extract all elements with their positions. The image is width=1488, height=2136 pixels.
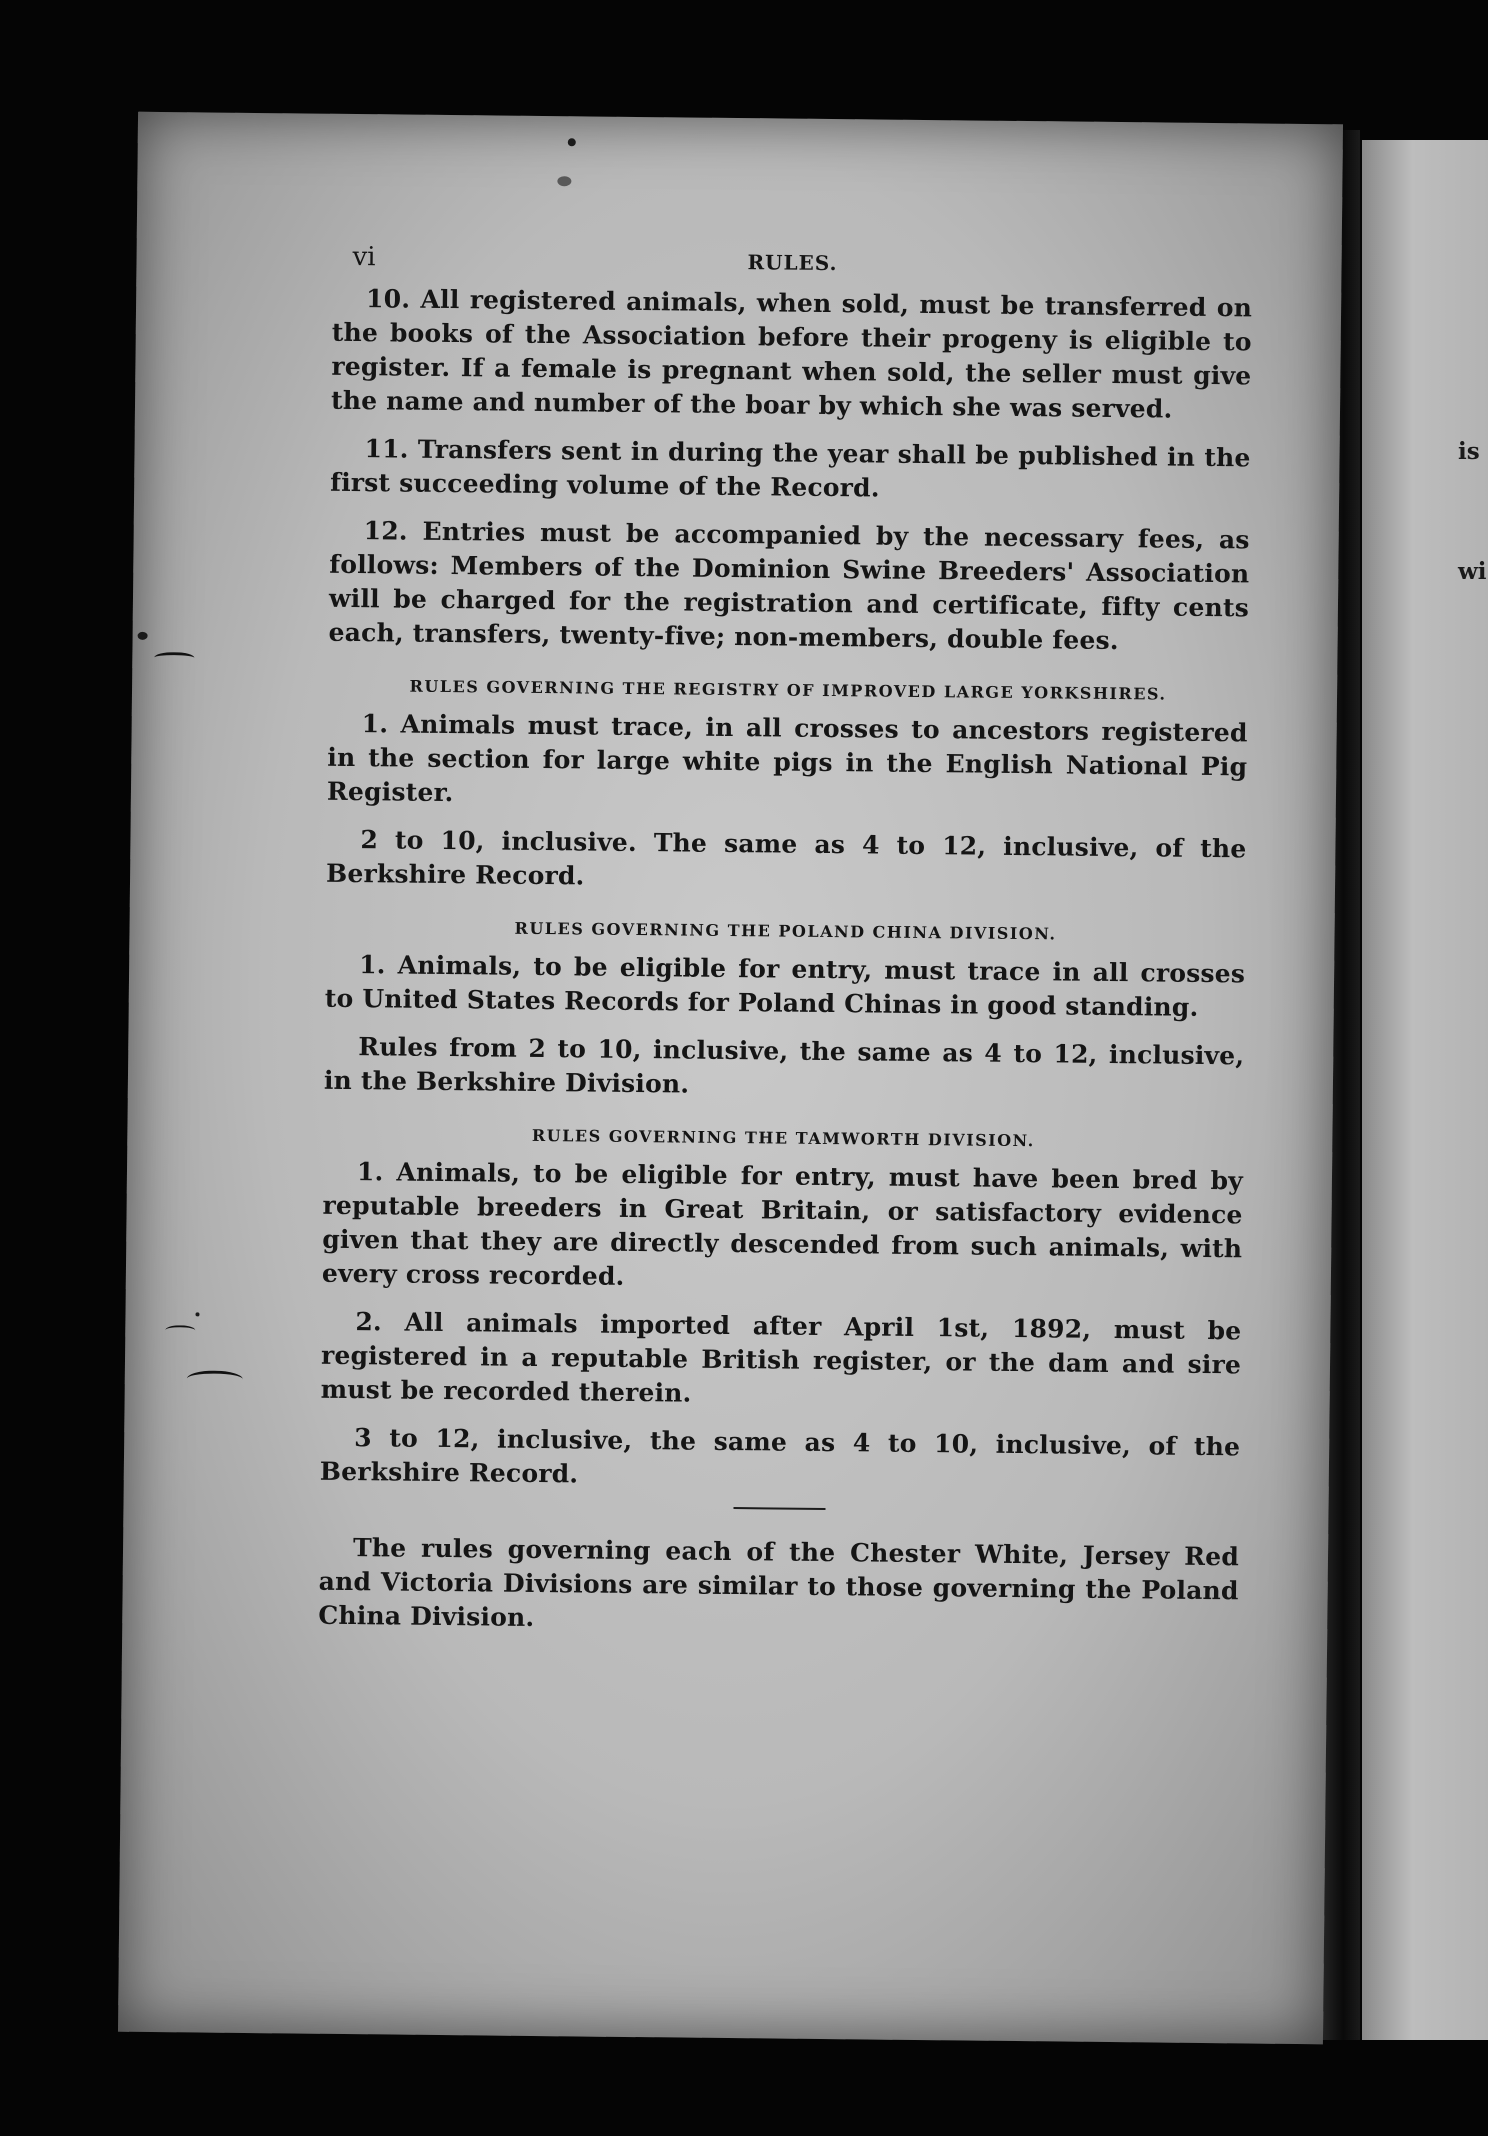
rule-paragraph: 1. Animals, to be eligible for entry, must have been bred by reputable breeders in Great Britain, or satisfactory evidence given that they are directly descended from such animals, with every cross recorded. — [321, 1157, 1244, 1291]
rule-paragraph: Rules from 2 to 10, inclusive, the same as 4 to 12, inclusive, in the Berkshire Division. — [323, 1032, 1245, 1099]
scanned-page — [118, 112, 1343, 2045]
rule-paragraph: 11. Transfers sent in during the year shall be published in the first succeeding volume of the Record. — [330, 434, 1251, 503]
section-heading: RULES GOVERNING THE POLAND CHINA DIVISION. — [514, 918, 1057, 944]
rule-paragraph: 2. All animals imported after April 1st, 1892, must be registered in a reputable British register, or the dam and sire must be recorded therein. — [320, 1307, 1242, 1408]
page-text — [318, 242, 1253, 1657]
closing-paragraph: The rules governing each of the Chester White, Jersey Red and Victoria Divisions are similar to those governing the Poland China Division. — [318, 1533, 1240, 1632]
rule-paragraph: 10. All registered animals, when sold, must be transferred on the books of the Association before their progeny is eligible to register. If a female is pregnant when sold, the seller must give the name and number of the boar by which she was served. — [330, 284, 1253, 424]
scan-speck — [195, 1312, 199, 1316]
rule-paragraph: 12. Entries must be accompanied by the necessary fees, as follows: Members of the Dominion Swine Breeders' Association will be charged for the registration and certificate, fifty cents each, transfers, twenty-five; non-members, double fees. — [328, 516, 1250, 656]
section-heading: RULES GOVERNING THE TAMWORTH DIVISION. — [531, 1125, 1035, 1151]
pencil-mark — [154, 652, 194, 663]
scan-speck — [568, 138, 576, 146]
rule-paragraph: 2 to 10, inclusive. The same as 4 to 12, inclusive, of the Berkshire Record. — [325, 825, 1247, 891]
pencil-mark — [165, 1325, 195, 1335]
section-divider — [733, 1507, 825, 1510]
facing-page-fragment: wi — [1458, 558, 1487, 585]
pencil-mark — [187, 1370, 243, 1388]
rule-paragraph: 1. Animals must trace, in all crosses to ancestors registered in the section for large white pigs in the English National Pig Register. — [326, 709, 1248, 808]
rule-paragraph: 1. Animals, to be eligible for entry, must trace in all crosses to United States Records for Poland Chinas in good standing. — [324, 950, 1246, 1022]
section-heading: RULES GOVERNING THE REGISTRY OF IMPROVED LARGE YORKSHIRES. — [409, 676, 1167, 704]
facing-page-fragment: is — [1458, 438, 1480, 465]
running-head: RULES. — [747, 250, 838, 276]
scan-speck — [557, 176, 571, 186]
scan-speck — [138, 632, 148, 640]
rule-paragraph: 3 to 12, inclusive, the same as 4 to 10, inclusive, of the Berkshire Record. — [319, 1423, 1241, 1489]
facing-page — [1362, 140, 1488, 2040]
page-number: vi — [352, 241, 376, 273]
